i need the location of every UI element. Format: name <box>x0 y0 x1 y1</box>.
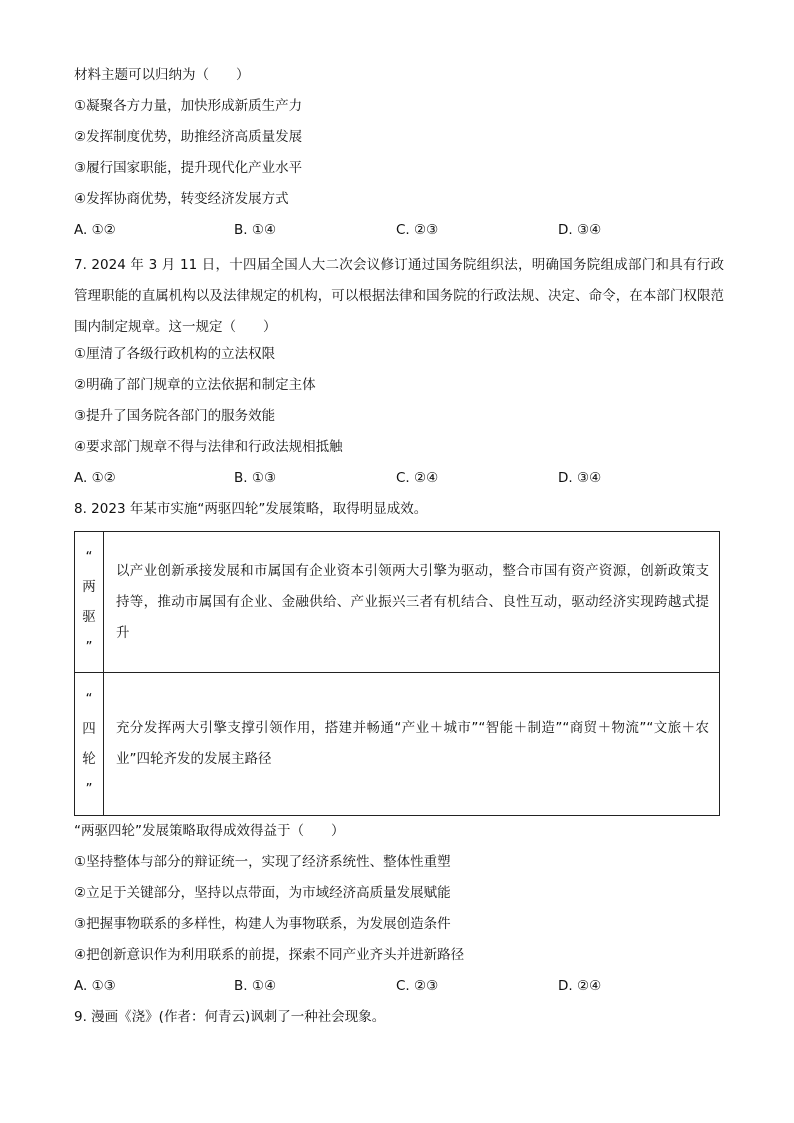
q6-option-1: ①凝聚各方力量，加快形成新质生产力 <box>74 98 303 114</box>
row-text-silun: 充分发挥两大引擎支撑引领作用，搭建并畅通“产业＋城市”“智能＋制造”“商贸＋物流”“文旅＋农业”四轮齐发的发展主路径 <box>104 673 720 816</box>
q7-choice-b: B. ①③ <box>234 470 277 486</box>
q7-option-3: ③提升了国务院各部门的服务效能 <box>74 408 276 424</box>
exam-page <box>74 64 724 1037</box>
row-label-liangqu: “ 两 驱 ” <box>75 532 104 673</box>
q7-option-1: ①厘清了各级行政机构的立法权限 <box>74 346 276 362</box>
q8-material-table <box>74 531 720 816</box>
q7-option-2: ②明确了部门规章的立法依据和制定主体 <box>74 377 316 393</box>
q8-option-1: ①坚持整体与部分的辩证统一，实现了经济系统性、整体性重塑 <box>74 854 451 870</box>
q8-choices <box>74 975 724 1006</box>
row-text-liangqu: 以产业创新承接发展和市属国有企业资本引领两大引擎为驱动，整合市国有资产资源，创新政策支持等，推动市属国有企业、金融供给、产业振兴三者有机结合、良性互动，驱动经济实现跨越式提升 <box>104 532 720 673</box>
q6-option-2: ②发挥制度优势，助推经济高质量发展 <box>74 129 303 145</box>
q6-option-4: ④发挥协商优势，转变经济发展方式 <box>74 191 289 207</box>
q8-option-2: ②立足于关键部分，坚持以点带面，为市域经济高质量发展赋能 <box>74 885 451 901</box>
table-row <box>75 673 720 816</box>
q7-choice-a: A. ①② <box>74 470 116 486</box>
q9-stem: 9. 漫画《浇》(作者：何青云)讽刺了一种社会现象。 <box>74 1009 386 1025</box>
q8-stem: 8. 2023 年某市实施“两驱四轮”发展策略，取得明显成效。 <box>74 501 428 517</box>
q6-choice-c: C. ②③ <box>396 222 439 238</box>
q7-stem: 7. 2024 年 3 月 11 日，十四届全国人大二次会议修订通过国务院组织法，明确国务院组成部门和具有行政管理职能的直属机构以及法律规定的机构，可以根据法律和国务院的行政法规、决定、命令，在本部门权限范围内制定规章。这一规定（ ） <box>74 257 724 335</box>
q8-option-4: ④把创新意识作为利用联系的前提，探索不同产业齐头并进新路径 <box>74 947 465 963</box>
q8-choice-c: C. ②③ <box>396 978 439 994</box>
q6-choices <box>74 219 724 250</box>
table-row <box>75 532 720 673</box>
q7-choices <box>74 467 724 498</box>
q7-choice-c: C. ②④ <box>396 470 439 486</box>
q6-choice-a: A. ①② <box>74 222 116 238</box>
q8-option-3: ③把握事物联系的多样性，构建人为事物联系，为发展创造条件 <box>74 916 451 932</box>
q7-option-4: ④要求部门规章不得与法律和行政法规相抵触 <box>74 439 343 455</box>
q6-choice-b: B. ①④ <box>234 222 277 238</box>
q6-option-3: ③履行国家职能，提升现代化产业水平 <box>74 160 303 176</box>
q6-stem: 材料主题可以归纳为（ ） <box>74 67 250 83</box>
q8-choice-a: A. ①③ <box>74 978 116 994</box>
q8-question: “两驱四轮”发展策略取得成效得益于（ ） <box>74 823 345 839</box>
q8-choice-d: D. ②④ <box>558 978 602 994</box>
q6-choice-d: D. ③④ <box>558 222 602 238</box>
q7-choice-d: D. ③④ <box>558 470 602 486</box>
row-label-silun: “ 四 轮 ” <box>75 673 104 816</box>
q8-choice-b: B. ①④ <box>234 978 277 994</box>
